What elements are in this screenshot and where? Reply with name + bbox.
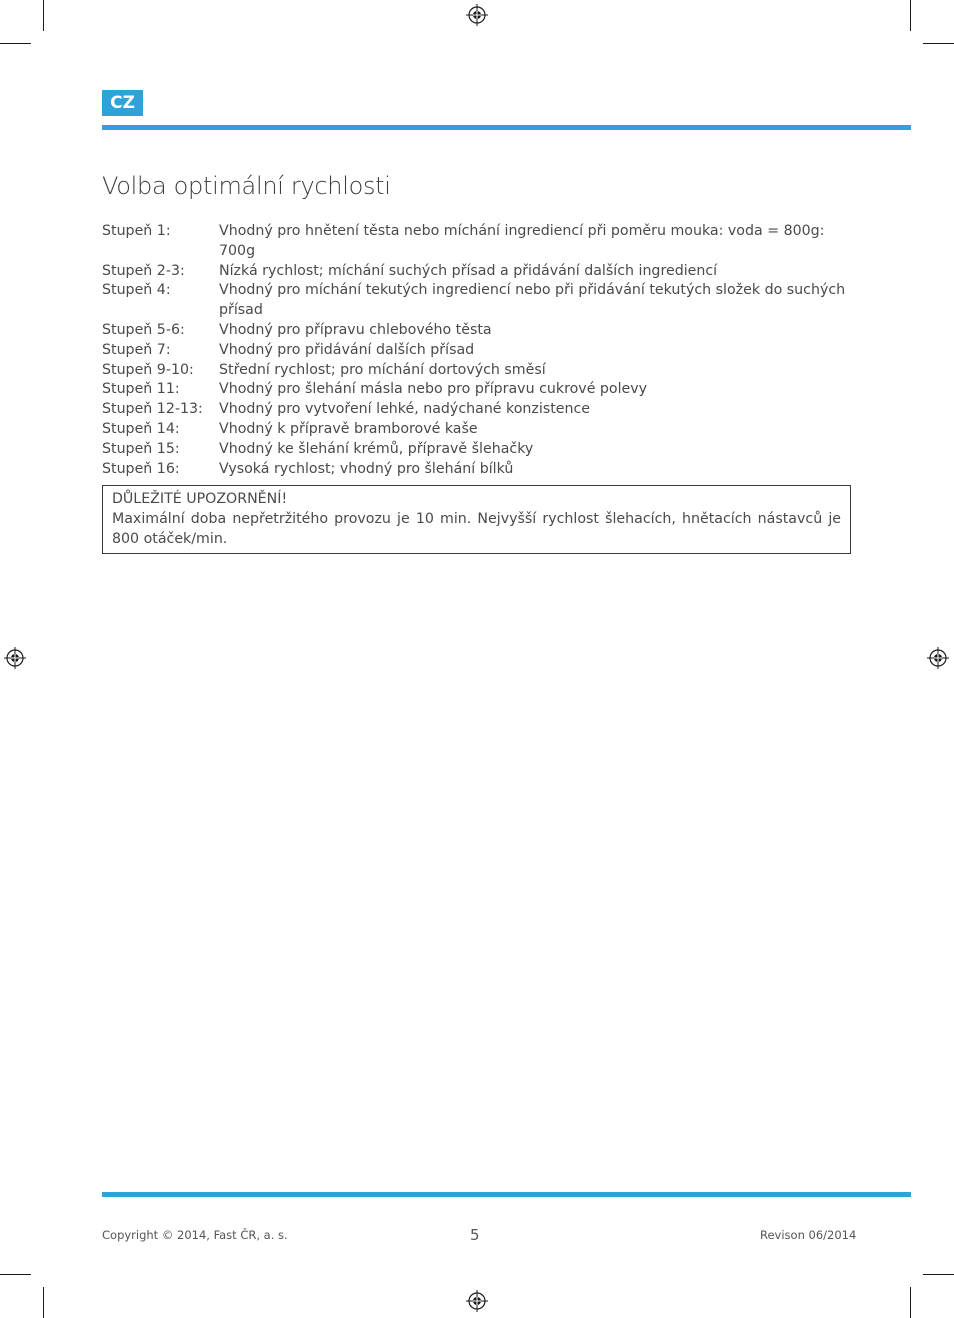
list-item [102, 361, 862, 381]
speed-description: Vhodný pro vytvoření lehké, nadýchané konzistence [219, 401, 591, 418]
header-rule [102, 125, 911, 130]
crop-mark [0, 1274, 31, 1275]
crop-mark [43, 1287, 44, 1318]
list-item [102, 440, 862, 460]
crop-mark [923, 43, 954, 44]
speed-label: Stupeň 15: [102, 440, 180, 457]
notice-body: Maximální doba nepřetržitého provozu je 10 min. Nejvyšší rychlost šlehacích, hnětacích nástavců je 800 otáček/min. [112, 510, 841, 547]
speed-description: Střední rychlost; pro míchání dortových směsí [219, 361, 546, 378]
list-item [102, 222, 862, 262]
page-title: Volba optimální rychlosti [102, 172, 391, 200]
list-item [102, 460, 862, 480]
page-number: 5 [470, 1226, 480, 1244]
speed-description: Vhodný pro přípravu chlebového těsta [219, 321, 492, 338]
crop-mark [43, 0, 44, 31]
speed-label: Stupeň 11: [102, 381, 180, 398]
speed-label: Stupeň 12-13: [102, 401, 203, 418]
language-badge: CZ [102, 90, 143, 116]
list-item [102, 281, 862, 321]
crop-mark [910, 0, 911, 31]
list-item [102, 262, 862, 282]
registration-mark-icon [466, 4, 488, 26]
footer-rule [102, 1192, 911, 1197]
speed-label: Stupeň 5-6: [102, 321, 185, 338]
list-item [102, 380, 862, 400]
speed-label: Stupeň 1: [102, 223, 171, 239]
speed-description: Vhodný ke šlehání krémů, přípravě šlehačky [219, 440, 534, 457]
revision-text: Revison 06/2014 [760, 1228, 857, 1242]
speed-description: Nízká rychlost; míchání suchých přísad a přidávání dalších ingrediencí [219, 262, 718, 279]
notice-heading: DŮLEŽITÉ UPOZORNĚNÍ! [112, 491, 288, 507]
speed-description: Vysoká rychlost; vhodný pro šlehání bílků [219, 460, 514, 477]
crop-mark [923, 1274, 954, 1275]
speed-description: Vhodný k přípravě bramborové kaše [219, 420, 478, 437]
registration-mark-icon [466, 1290, 488, 1312]
speed-label: Stupeň 4: [102, 282, 171, 299]
registration-mark-icon [927, 647, 949, 669]
speed-list [102, 222, 862, 479]
crop-mark [0, 43, 31, 44]
speed-label: Stupeň 9-10: [102, 361, 194, 378]
speed-description: Vhodný pro míchání tekutých ingrediencí nebo při přidávání tekutých složek do suchých přísad [219, 282, 846, 319]
list-item [102, 341, 862, 361]
crop-mark [910, 1287, 911, 1318]
speed-label: Stupeň 2-3: [102, 262, 185, 279]
list-item [102, 400, 862, 420]
speed-description: Vhodný pro hnětení těsta nebo míchání ingrediencí při poměru mouka: voda = 800g: 700g [219, 223, 825, 259]
speed-label: Stupeň 14: [102, 420, 180, 437]
copyright-text: Copyright © 2014, Fast ČR, a. s. [102, 1228, 288, 1242]
list-item [102, 321, 862, 341]
registration-mark-icon [4, 647, 26, 669]
speed-description: Vhodný pro šlehání másla nebo pro přípravu cukrové polevy [219, 381, 648, 398]
list-item [102, 420, 862, 440]
speed-description: Vhodný pro přidávání dalších přísad [219, 341, 475, 358]
important-notice-box [102, 485, 851, 554]
speed-label: Stupeň 16: [102, 460, 180, 477]
speed-label: Stupeň 7: [102, 341, 171, 358]
